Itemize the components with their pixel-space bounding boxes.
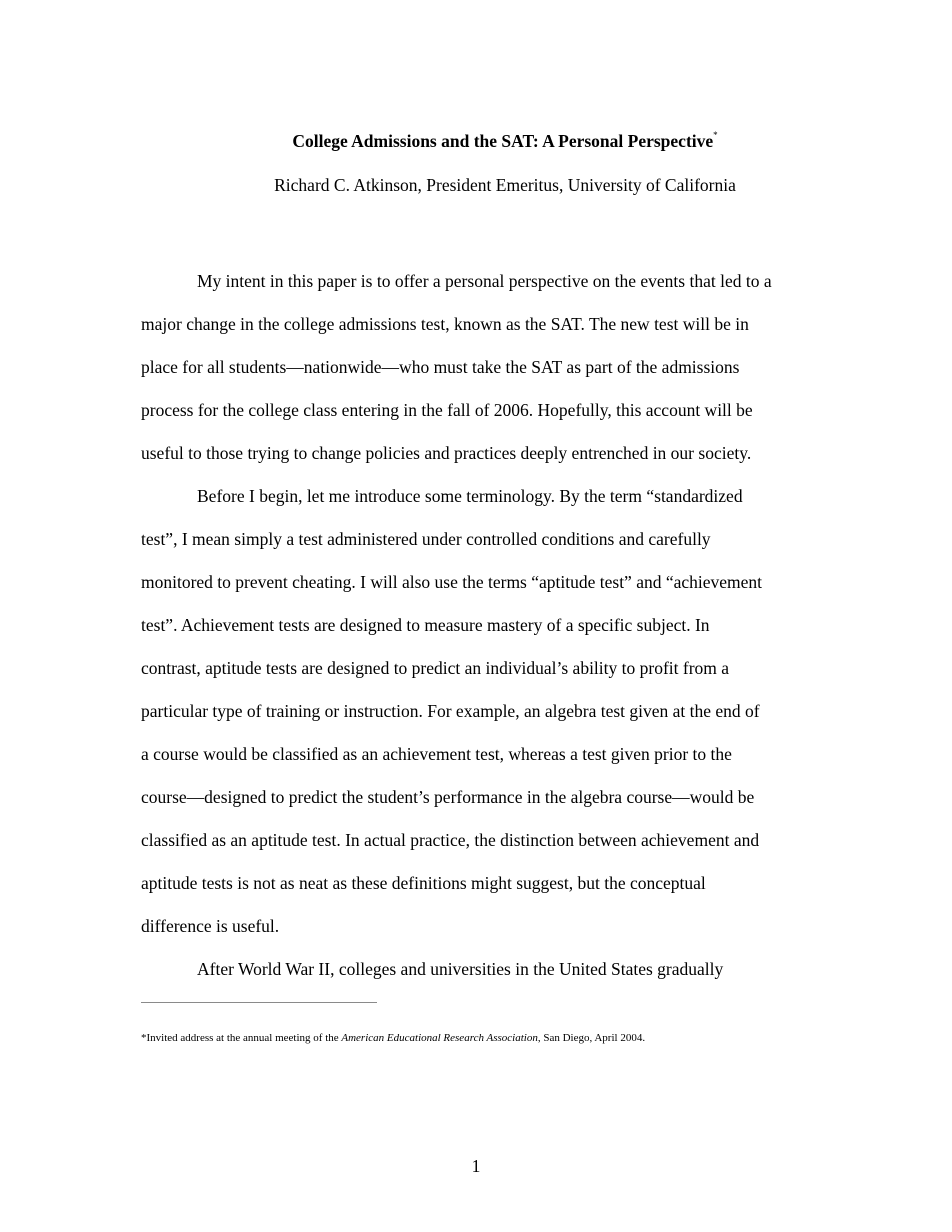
paragraph-2-line-5: contrast, aptitude tests are designed to predict an individual’s ability to profit from a <box>141 658 730 678</box>
paragraph-1-line-2: major change in the college admissions test, known as the SAT. The new test will be in <box>141 314 749 334</box>
title-text: College Admissions and the SAT: A Personal Perspective <box>292 131 714 151</box>
page-number: 1 <box>471 1156 481 1176</box>
paragraph-1-line-3: place for all students—nationwide—who must take the SAT as part of the admissions <box>141 357 740 377</box>
paragraph-2-line-8: course—designed to predict the student’s performance in the algebra course—would be <box>141 787 755 807</box>
footnote-suffix: , San Diego, April 2004. <box>537 1032 646 1044</box>
title-footnote-marker: * <box>713 130 718 141</box>
paragraph-2-line-9: classified as an aptitude test. In actual practice, the distinction between achievement and <box>141 830 760 850</box>
paragraph-2-line-1: Before I begin, let me introduce some terminology. By the term “standardized <box>197 486 743 506</box>
paragraph-2-line-4: test”. Achievement tests are designed to measure mastery of a specific subject. In <box>141 615 710 635</box>
paragraph-1-line-1: My intent in this paper is to offer a personal perspective on the events that led to a <box>197 271 772 291</box>
paragraph-2-line-6: particular type of training or instruction. For example, an algebra test given at the end of <box>141 701 760 721</box>
footnote-prefix: *Invited address at the annual meeting of the <box>141 1032 342 1044</box>
paragraph-2-line-3: monitored to prevent cheating. I will also use the terms “aptitude test” and “achievement <box>141 572 763 592</box>
paragraph-2-line-10: aptitude tests is not as neat as these definitions might suggest, but the conceptual <box>141 873 706 893</box>
paragraph-2-line-2: test”, I mean simply a test administered under controlled conditions and carefully <box>141 529 711 549</box>
paragraph-2-line-11: difference is useful. <box>141 916 280 936</box>
footnote-italic: American Educational Research Association <box>341 1032 538 1044</box>
footnote-divider <box>141 1002 377 1003</box>
body-text <box>141 260 821 991</box>
paragraph-1-line-5: useful to those trying to change policies and practices deeply entrenched in our society. <box>141 443 752 463</box>
footnote <box>141 1032 841 1044</box>
paragraph-1-line-4: process for the college class entering in the fall of 2006. Hopefully, this account will be <box>141 400 753 420</box>
author-line: Richard C. Atkinson, President Emeritus, University of California <box>274 175 736 195</box>
paragraph-3-line-1: After World War II, colleges and universities in the United States gradually <box>197 959 724 979</box>
document-title <box>0 131 952 152</box>
paragraph-2-line-7: a course would be classified as an achievement test, whereas a test given prior to the <box>141 744 732 764</box>
